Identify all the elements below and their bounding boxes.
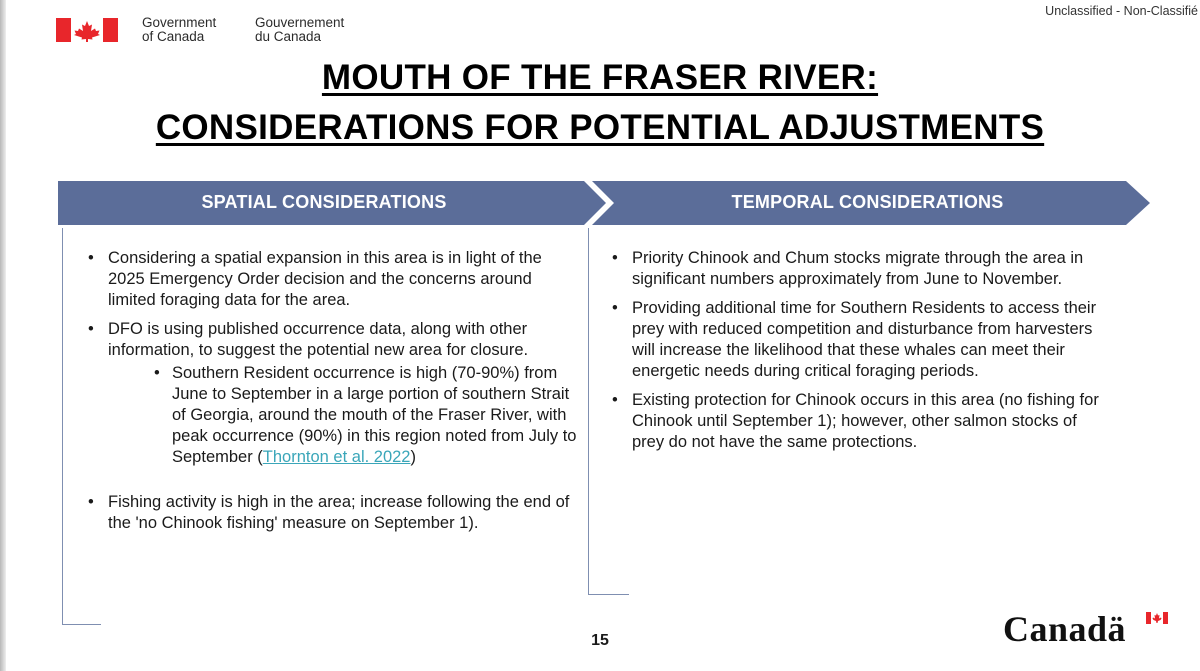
gov-en-line1: Government (142, 15, 217, 30)
temporal-bullet-3: Existing protection for Chinook occurs in this area (no fishing for Chinook until September 1); however, other salmon stocks of prey do not have the same protections. (632, 391, 1099, 451)
government-of-canada-en (142, 16, 216, 44)
list-item (612, 390, 1112, 453)
page-number: 15 (591, 632, 609, 649)
gov-en-line2: of Canada (142, 29, 205, 44)
list-item (612, 298, 1112, 382)
spatial-sub-bullet-text: Southern Resident occurrence is high (70-90%) from June to September in a large portion of southern Strait of Georgia, around the mouth of the Fraser River, with peak occurrence (90%) in this region noted from July to September ( (172, 364, 577, 466)
spatial-bullet-1: Considering a spatial expansion in this area is in light of the 2025 Emergency Order decision and the concerns around limited foraging data for the area. (108, 249, 542, 309)
slide-edge-shadow (0, 0, 6, 671)
temporal-bullet-2: Providing additional time for Southern Residents to access their prey with reduced competition and disturbance from harvesters will increase the likelihood that these whales can meet their energetic needs during critical foraging periods. (632, 299, 1097, 380)
bullet-icon: • (88, 320, 94, 338)
bullet-icon: • (88, 249, 94, 267)
canada-wordmark: Canadä (1003, 609, 1127, 649)
slide-title-line1: MOUTH OF THE FRASER RIVER: (321, 58, 879, 97)
list-item (612, 248, 1112, 290)
government-of-canada-fr (255, 16, 344, 44)
spatial-bullets (88, 248, 583, 542)
temporal-bullets (612, 248, 1112, 461)
list-item (88, 248, 583, 311)
spatial-bullet-3: Fishing activity is high in the area; increase following the end of the 'no Chinook fishing' measure on September 1). (108, 493, 570, 532)
spatial-heading: SPATIAL CONSIDERATIONS (201, 192, 447, 212)
classification-label: Unclassified - Non-Classifié (1045, 4, 1198, 18)
bullet-icon: • (154, 364, 160, 382)
gov-fr-line2: du Canada (255, 29, 322, 44)
temporal-bullet-1: Priority Chinook and Chum stocks migrate through the area in significant numbers approximately from June to November. (632, 249, 1084, 288)
bullet-icon: • (612, 249, 618, 267)
spatial-sub-bullet-close: ) (410, 448, 416, 466)
bullet-icon: • (88, 493, 94, 511)
list-item (88, 492, 583, 534)
canada-flag-icon (1146, 612, 1168, 624)
slide-title-line2: CONSIDERATIONS FOR POTENTIAL ADJUSTMENTS (155, 108, 1045, 147)
gov-fr-line1: Gouvernement (255, 15, 345, 30)
sub-list-item (154, 363, 583, 468)
canada-flag-icon (56, 18, 118, 42)
bullet-icon: • (612, 299, 618, 317)
thornton-reference-link[interactable]: Thornton et al. 2022 (262, 448, 411, 466)
temporal-heading: TEMPORAL CONSIDERATIONS (731, 192, 1004, 212)
list-item (88, 319, 583, 468)
bullet-icon: • (612, 391, 618, 409)
spatial-bullet-2: DFO is using published occurrence data, along with other information, to suggest the potential new area for closure. (108, 320, 529, 359)
